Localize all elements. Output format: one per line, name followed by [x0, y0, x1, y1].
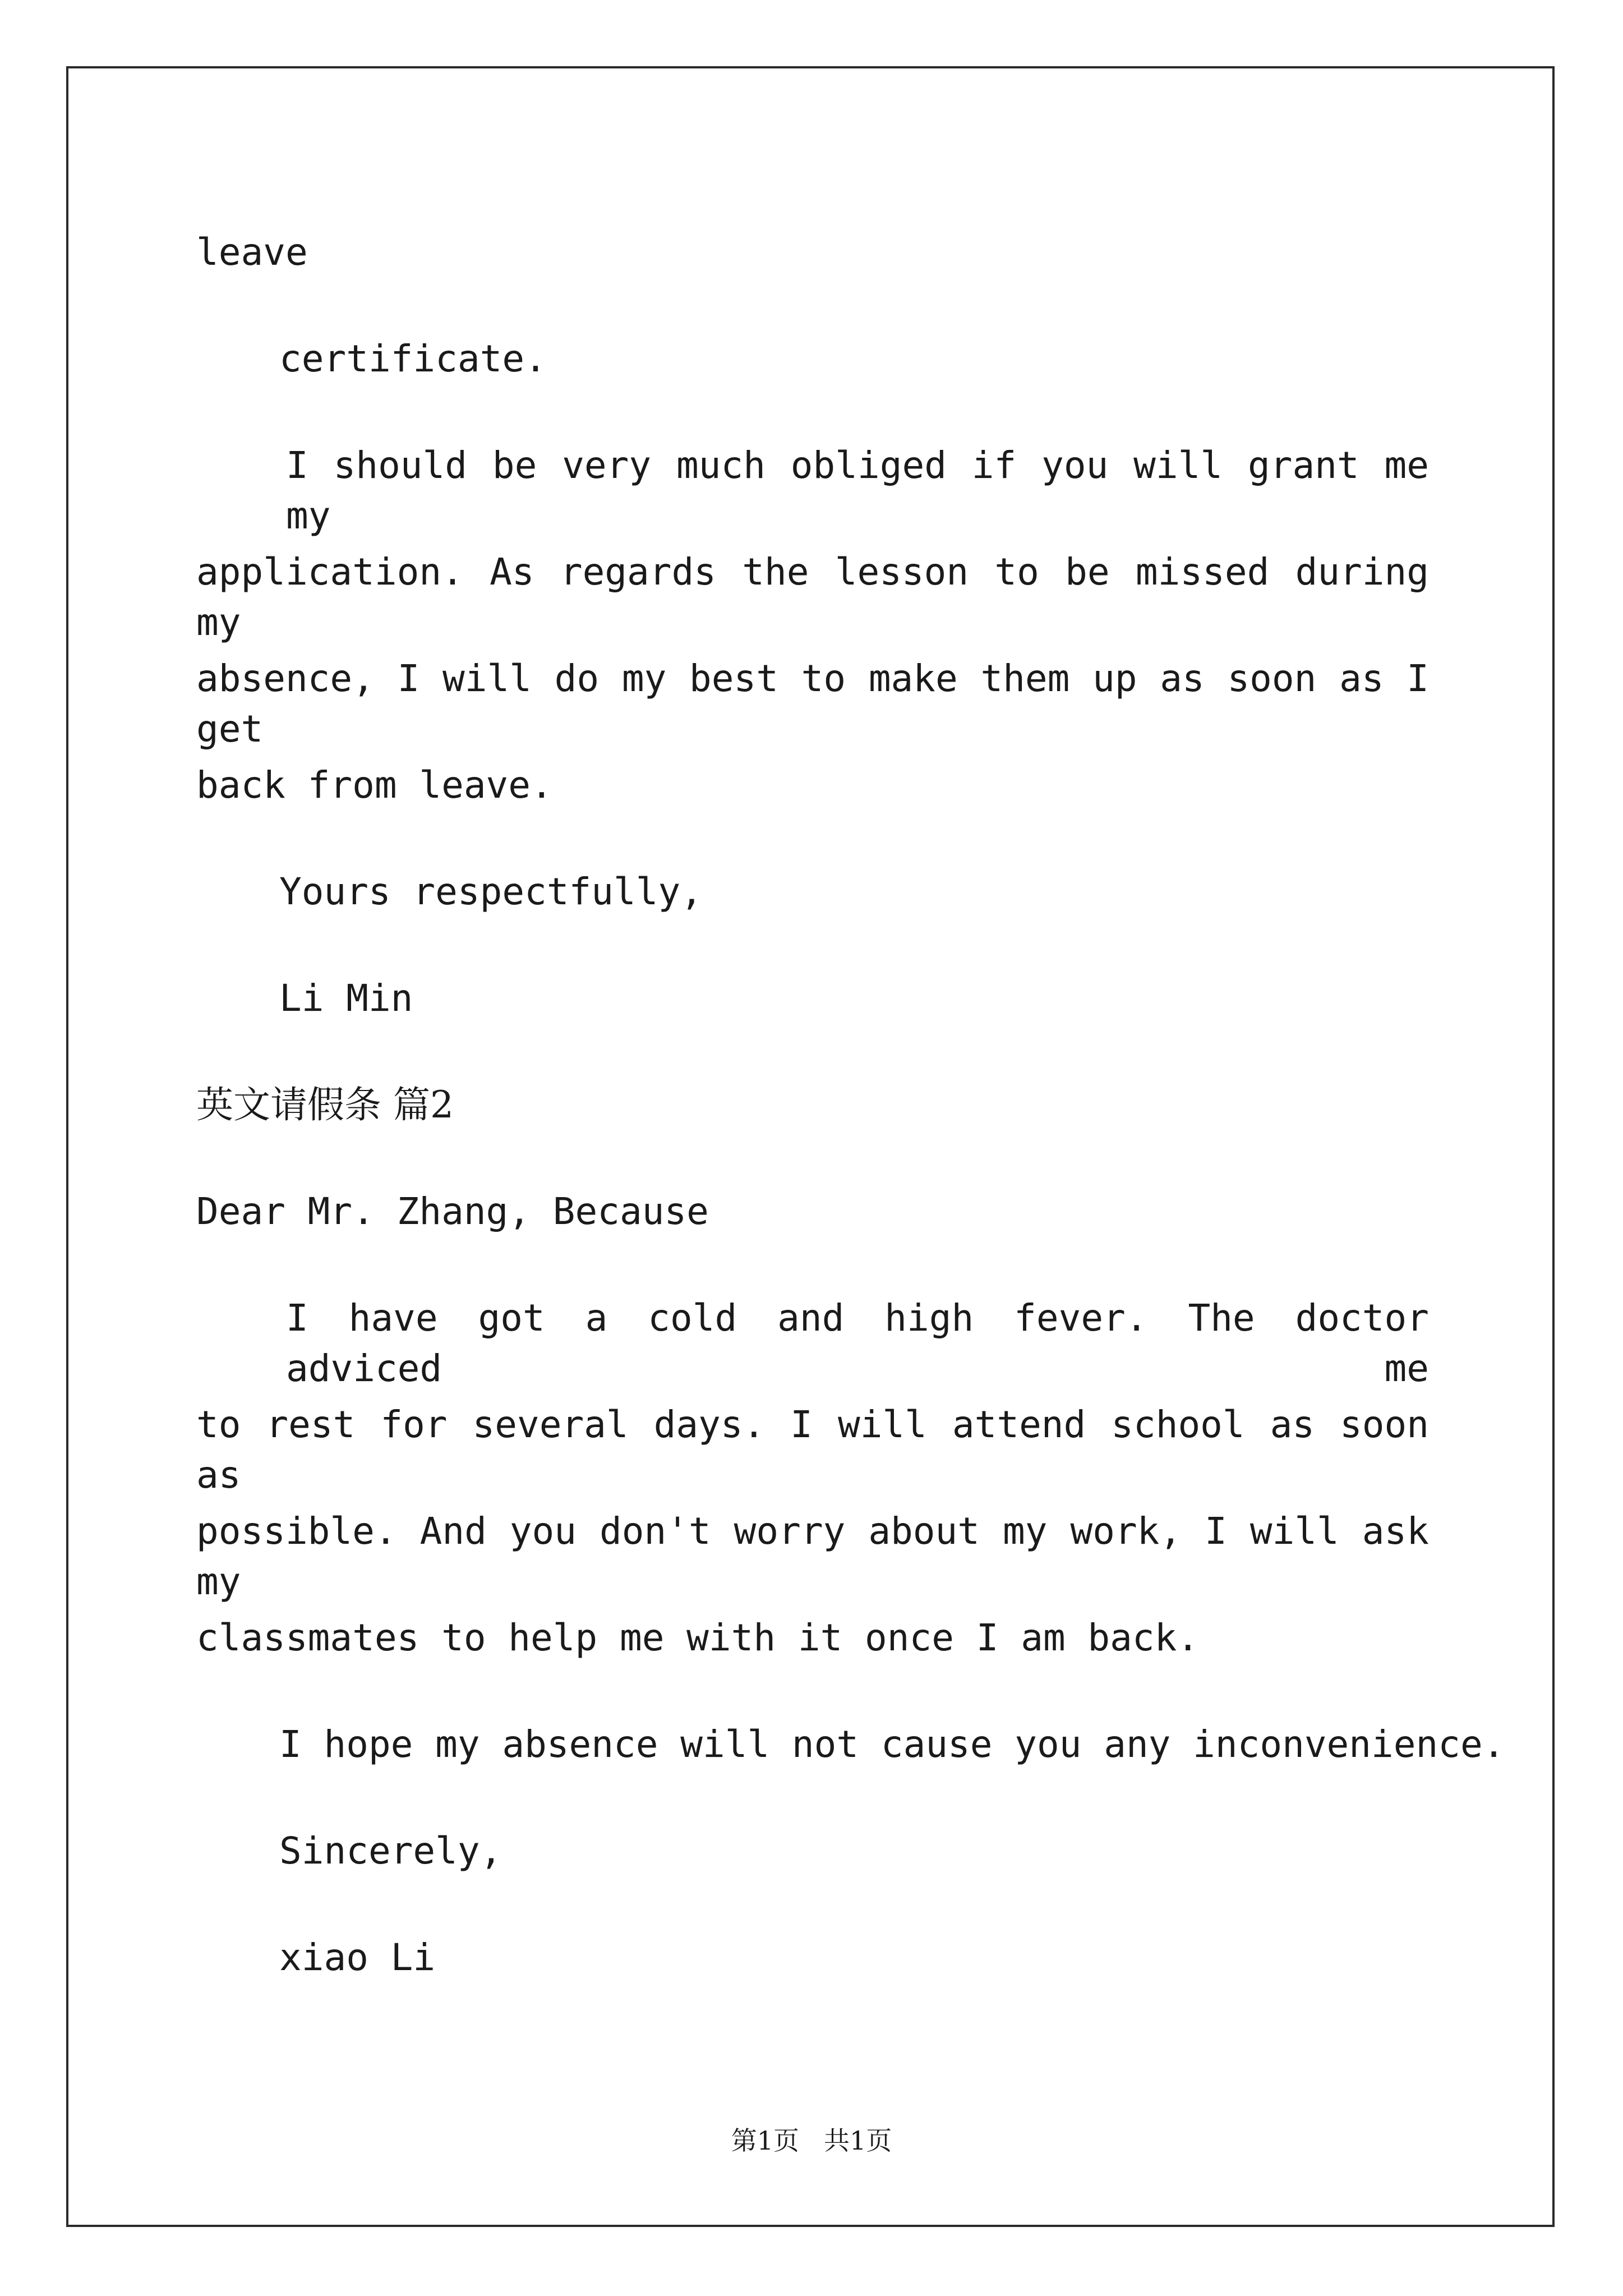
closing-line: Yours respectfully,: [279, 870, 703, 913]
paragraph-line: absence, I will do my best to make them up as soon as I get: [196, 657, 1429, 751]
signature-line: xiao Li: [279, 1936, 436, 1979]
paragraph-line: classmates to help me with it once I am back.: [196, 1616, 1200, 1659]
section-heading: 英文请假条 篇2: [196, 1083, 454, 1126]
page-border: [66, 66, 1555, 2227]
paragraph-line: application. As regards the lesson to be missed during my: [196, 550, 1429, 644]
paragraph-line: I should be very much obliged if you will grant me my: [286, 444, 1429, 537]
page-footer: [0, 2124, 1623, 2157]
paragraph-line: to rest for several days. I will attend school as soon as: [196, 1403, 1429, 1497]
text-line: leave: [196, 231, 308, 274]
closing-line: Sincerely,: [279, 1829, 502, 1872]
paragraph-line: I have got a cold and high fever. The doctor adviced me: [286, 1296, 1429, 1390]
text-line: certificate.: [279, 337, 547, 380]
salutation-line: Dear Mr. Zhang, Because: [196, 1190, 709, 1233]
page-total: 共1页: [823, 2125, 892, 2156]
paragraph-line: back from leave.: [196, 763, 553, 807]
signature-line: Li Min: [279, 977, 413, 1020]
paragraph-line: I hope my absence will not cause you any inconvenience.: [279, 1723, 1505, 1766]
paragraph-line: possible. And you don't worry about my work, I will ask my: [196, 1510, 1429, 1603]
page-number: 第1页: [731, 2125, 800, 2156]
